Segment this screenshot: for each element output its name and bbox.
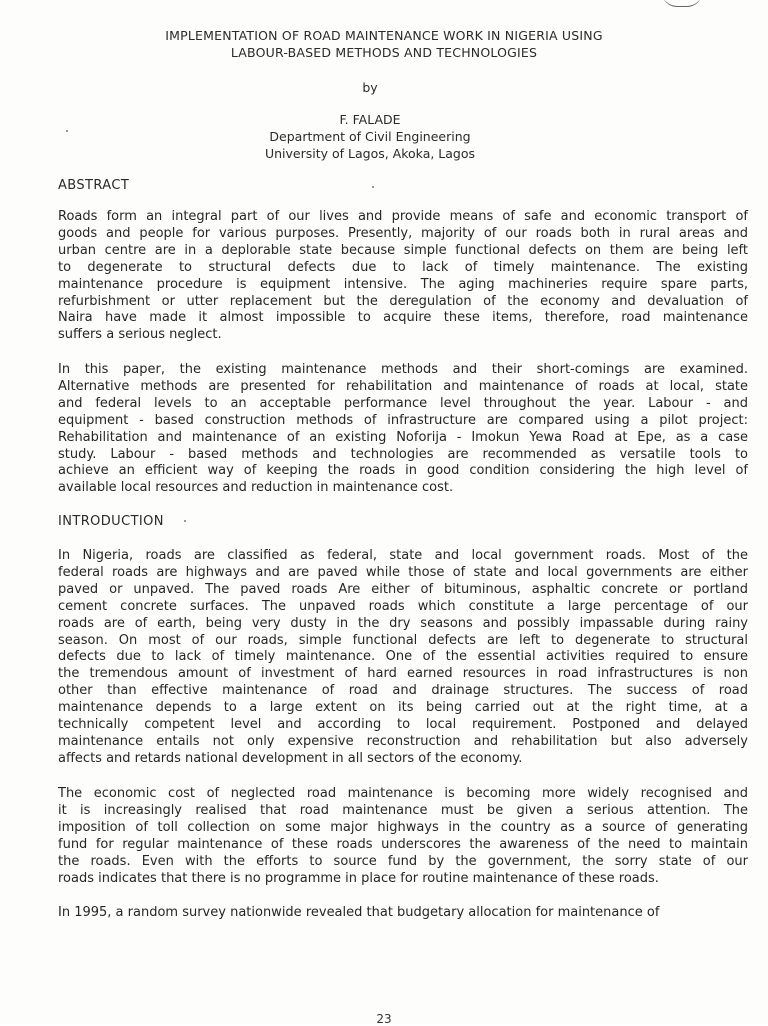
pen-mark [662,0,702,7]
text-line: other than effective maintenance of road and drainage structures. The success of road [58,683,748,699]
text-line: achieve an efficient way of keeping the roads in good condition considering the high level of [58,463,748,479]
scan-speck [372,186,374,188]
text-line: and federal levels to an acceptable performance level throughout the year. Labour - and [58,395,748,411]
text-line: maintenance entails not only expensive reconstruction and rehabilitation but also adversely [58,733,748,749]
introduction-paragraph-1 [58,548,748,768]
text-line: urban centre are in a deplorable state because simple functional defects on them are being left [58,242,748,258]
text-line: affects and retards national development in all sectors of the economy. [58,750,523,766]
byline: by [362,80,378,95]
text-line: the tremendous amount of investment of hard earned resources in road infrastructures is non [58,666,748,682]
paper-title-line-1: IMPLEMENTATION OF ROAD MAINTENANCE WORK IN NIGERIA USING [165,28,603,43]
text-line: to degenerate to structural defects due to lack of timely maintenance. The existing [58,259,748,275]
text-line: roads indicates that there is no programme in place for routine maintenance of these roads. [58,870,659,886]
introduction-paragraph-3 [58,905,748,922]
text-line: equipment - based construction methods of infrastructure are compared using a pilot project: [58,412,748,428]
text-line: Alternative methods are presented for rehabilitation and maintenance of roads at local, state [58,378,748,394]
text-line: In this paper, the existing maintenance methods and their short-comings are examined. [58,362,748,377]
text-line: paved or unpaved. The paved roads Are either of bituminous, asphaltic concrete or portland [58,581,748,597]
text-line: refurbishment or utter replacement but the deregulation of the economy and devaluation of [58,293,748,309]
text-line: Naira have made it almost impossible to acquire these items, therefore, road maintenance [58,310,748,326]
abstract-heading: ABSTRACT [58,178,130,193]
text-line: goods and people for various purposes. Presently, majority of our roads both in rural areas and [58,225,748,241]
page-number: 23 [376,1012,392,1026]
text-line: fund for regular maintenance of these roads underscores the awareness of the need to maintain [58,836,748,852]
abstract-paragraph-1 [58,209,748,344]
paper-title-line-2: LABOUR-BASED METHODS AND TECHNOLOGIES [230,45,538,60]
text-line: defects due to lack of timely maintenance. One of the essential activities required to ensure [58,649,748,665]
scan-speck [184,520,186,522]
text-line: cement concrete surfaces. The unpaved roads which constitute a large percentage of our [58,598,748,614]
text-line: imposition of toll collection on some major highways in the country as a source of generating [58,819,748,835]
text-line: it is increasingly realised that road maintenance must be given a serious attention. The [58,802,748,818]
text-line: Rehabilitation and maintenance of an existing Noforija - Imokun Yewa Road at Epe, as a case [58,429,748,445]
text-line: maintenance depends to a large extent on its being carried out at the right time, at a [58,700,748,716]
text-line: technically competent level and according to local requirement. Postponed and delayed [58,717,748,733]
author-department: Department of Civil Engineering [269,129,471,144]
text-line: In 1995, a random survey nationwide revealed that budgetary allocation for maintenance of [58,905,660,920]
text-line: In Nigeria, roads are classified as federal, state and local government roads. Most of the [58,548,748,563]
text-line: Roads form an integral part of our lives and provide means of safe and economic transport of [58,209,748,224]
author-institution: University of Lagos, Akoka, Lagos [264,146,476,161]
author-name: F. FALADE [339,112,401,127]
text-line: suffers a serious neglect. [58,327,222,343]
scan-speck [66,130,68,132]
text-line: study. Labour - based methods and technologies are recommended as versatile tools to [58,446,748,462]
text-line: maintenance procedure is equipment intensive. The aging machineries require spare parts, [58,276,748,292]
text-line: the roads. Even with the efforts to source fund by the government, the sorry state of our [58,853,748,869]
text-line: federal roads are highways and are paved while those of state and local governments are either [58,564,748,580]
text-line: The economic cost of neglected road maintenance is becoming more widely recognised and [58,786,748,801]
text-line: roads are of earth, being very dusty in the dry seasons and possibly impassable during rainy [58,615,748,631]
text-line: available local resources and reduction in maintenance cost. [58,480,454,496]
introduction-paragraph-2 [58,786,748,887]
text-line: season. On most of our roads, simple functional defects are left to degenerate to structural [58,632,748,648]
abstract-paragraph-2 [58,362,748,497]
introduction-heading: INTRODUCTION [58,514,164,529]
